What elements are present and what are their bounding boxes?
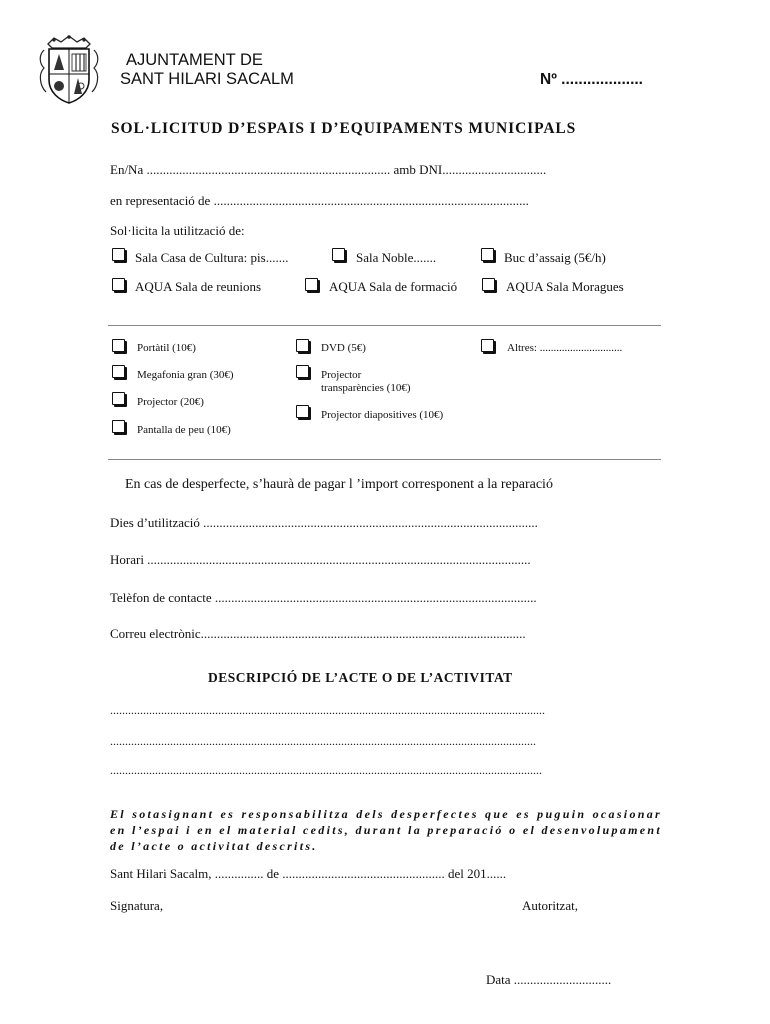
option-sala-casa-cultura: Sala Casa de Cultura: pis....... [135, 250, 289, 265]
phone-field[interactable]: Telèfon de contacte ................................................................................................... [110, 590, 537, 605]
checkbox-megafonia[interactable] [112, 365, 125, 378]
option-buc-assaig: Buc d’assaig (5€/h) [504, 250, 606, 265]
date-field[interactable]: Data .............................. [486, 972, 612, 987]
section-divider [108, 325, 661, 326]
option-aqua-formacio: AQUA Sala de formació [329, 279, 458, 294]
option-sala-noble: Sala Noble....... [356, 250, 437, 265]
name-dni-field[interactable]: En/Na ........................................................................... amb DNI................................ [110, 162, 547, 177]
record-number-field[interactable]: Nº ................... [540, 71, 643, 88]
description-line[interactable]: .............................................................................................................................................. [110, 734, 536, 748]
signature-label: Signatura, [110, 898, 164, 913]
request-label: Sol·licita la utilització de: [110, 223, 245, 238]
option-projector-transparencies-line1: Projector [321, 369, 362, 381]
option-portatil: Portàtil (10€) [137, 342, 196, 354]
checkbox-projector-transparencies[interactable] [296, 365, 309, 378]
coat-of-arms-logo [34, 34, 104, 106]
damage-notice: En cas de desperfecte, s’haurà de pagar l ’import corresponent a la reparació [125, 477, 553, 492]
org-name-line2: SANT HILARI SACALM [120, 70, 294, 88]
checkbox-aqua-reunions[interactable] [112, 278, 125, 291]
org-name-line1: AJUNTAMENT DE [126, 51, 263, 69]
checkbox-sala-noble[interactable] [332, 248, 345, 261]
email-field[interactable]: Correu electrònic.................................................................................................... [110, 626, 526, 641]
option-aqua-reunions: AQUA Sala de reunions [135, 279, 262, 294]
checkbox-projector-diapositives[interactable] [296, 405, 309, 418]
form-title: SOL·LICITUD D’ESPAIS I D’EQUIPAMENTS MUNICIPALS [111, 120, 577, 137]
option-pantalla: Pantalla de peu (10€) [137, 424, 231, 436]
checkbox-portatil[interactable] [112, 339, 125, 352]
checkbox-projector[interactable] [112, 392, 125, 405]
checkbox-pantalla[interactable] [112, 420, 125, 433]
option-altres-field[interactable]: Altres: .............................. [507, 342, 623, 354]
option-projector: Projector (20€) [137, 396, 204, 408]
representation-field[interactable]: en representació de ................................................................................................. [110, 193, 529, 208]
option-projector-diapositives: Projector diapositives (10€) [321, 409, 444, 421]
option-aqua-moragues: AQUA Sala Moragues [506, 279, 624, 294]
authorized-label: Autoritzat, [522, 898, 578, 913]
checkbox-sala-casa-cultura[interactable] [112, 248, 125, 261]
place-date-field[interactable]: Sant Hilari Sacalm, ............... de .................................................. del 201...... [110, 866, 507, 881]
checkbox-aqua-moragues[interactable] [482, 278, 495, 291]
responsibility-statement: El sotasignant es responsabilitza dels desperfectes que es puguin ocasionar en l’espai i en el material cedits, durant la preparació o el desenvolupament de l’acte o activitat descrits. [110, 807, 662, 853]
description-line[interactable]: ................................................................................................................................................ [110, 763, 542, 777]
checkbox-aqua-formacio[interactable] [305, 278, 318, 291]
option-megafonia: Megafonia gran (30€) [137, 369, 234, 381]
checkbox-dvd[interactable] [296, 339, 309, 352]
checkbox-altres[interactable] [481, 339, 494, 352]
option-dvd: DVD (5€) [321, 342, 366, 354]
schedule-field[interactable]: Horari ...................................................................................................................... [110, 552, 531, 567]
section-divider [108, 459, 661, 460]
description-heading: DESCRIPCIÓ DE L’ACTE O DE L’ACTIVITAT [208, 670, 513, 685]
description-line[interactable]: ................................................................................................................................................. [110, 703, 545, 717]
option-projector-transparencies-line2: transparències (10€) [321, 382, 411, 394]
checkbox-buc-assaig[interactable] [481, 248, 494, 261]
days-field[interactable]: Dies d’utilització ....................................................................................................... [110, 515, 538, 530]
